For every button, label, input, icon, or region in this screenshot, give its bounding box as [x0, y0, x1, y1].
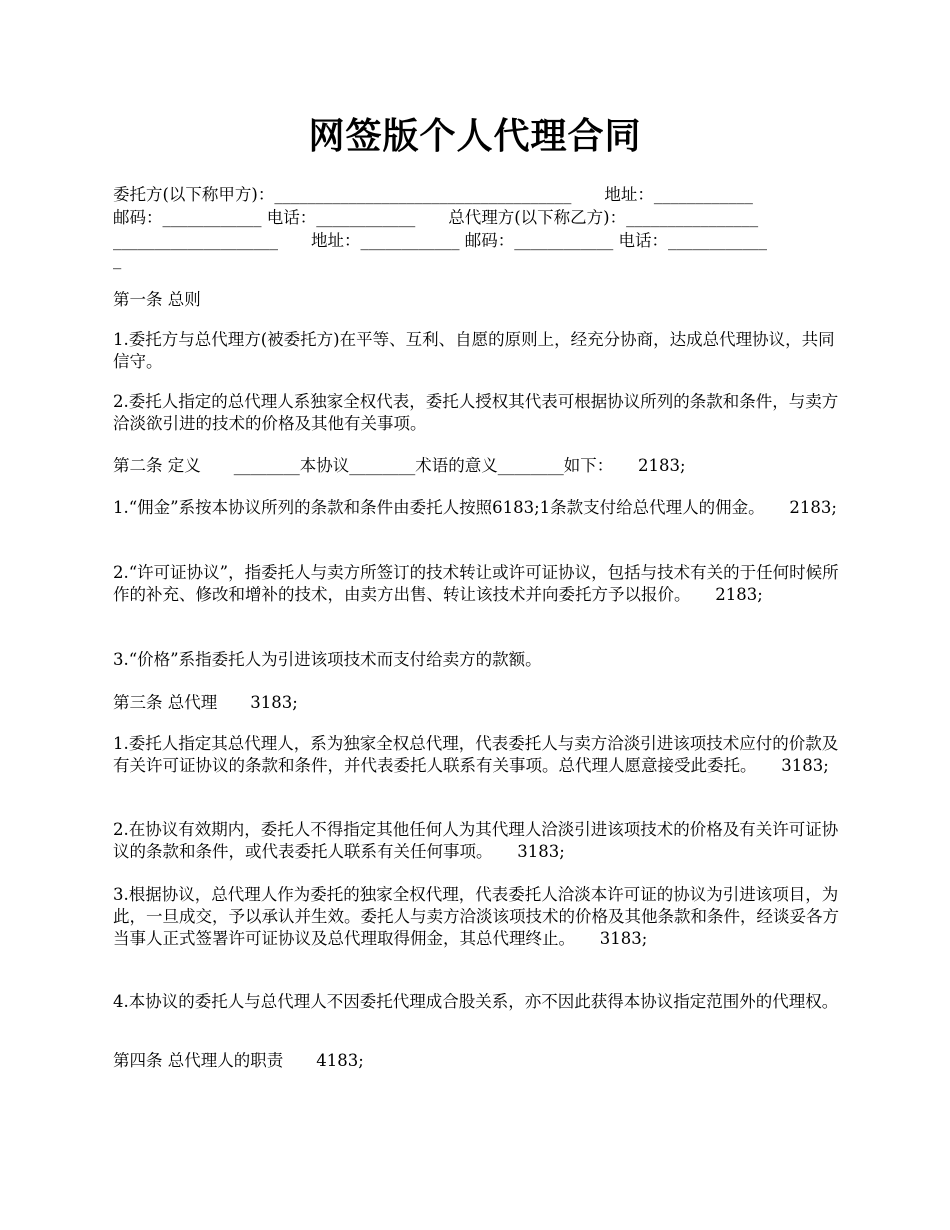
paragraph: 2.在协议有效期内，委托人不得指定其他任何人为其代理人洽淡引进该项技术的价格及有关许可证协议的条款和条件，或代表委托人联系有关任何事项。 3183; [113, 820, 839, 861]
section-heading-4: 第四条 总代理人的职责 4183; [113, 1051, 364, 1070]
paragraph: 4.本协议的委托人与总代理人不因委托代理成合股关系，亦不因此获得本协议指定范围外的代理权。 [113, 992, 839, 1011]
document-title: 网签版个人代理合同 [308, 115, 642, 157]
section-heading-3: 第三条 总代理 3183; [113, 693, 298, 712]
paragraph: 2.委托人指定的总代理人系独家全权代表，委托人授权其代表可根据协议所列的条款和条件，与卖方洽淡欲引进的技术的价格及其他有关事项。 [113, 392, 839, 433]
section-heading-2: 第二条 定义 ________本协议________术语的意义________如下： 2183; [113, 456, 686, 475]
paragraph: 3.“价格”系指委托人为引进该项技术而支付给卖方的款额。 [113, 650, 542, 669]
paragraph: 2.“许可证协议”，指委托人与卖方所签订的技术转让或许可证协议，包括与技术有关的于任何时候所作的补充、修改和增补的技术，由卖方出售、转让该技术并向委托方予以报价。 2183; [113, 563, 839, 604]
paragraph: 1.委托方与总代理方(被委托方)在平等、互利、自愿的原则上，经充分协商，达成总代理协议，共同信守。 [113, 330, 835, 371]
header-line-1: 委托方(以下称甲方)：____________________________________ 地址：____________ [113, 185, 753, 204]
section-heading-1: 第一条 总则 [113, 290, 201, 309]
header-line-4: _ [113, 250, 122, 269]
header-line-3: ____________________ 地址：____________ 邮码：____________ 电话：____________ [113, 231, 767, 250]
paragraph: 1.委托人指定其总代理人，系为独家全权总代理，代表委托人与卖方洽淡引进该项技术应付的价款及有关许可证协议的条款和条件，并代表委托人联系有关事项。总代理人愿意接受此委托。 3183; [113, 734, 839, 775]
header-line-2: 邮码：____________ 电话：____________ 总代理方(以下称乙方)：________________ [113, 208, 759, 227]
paragraph: 1.“佣金”系按本协议所列的条款和条件由委托人按照6183;1条款支付给总代理人的佣金。 2183; [113, 498, 837, 517]
paragraph: 3.根据协议，总代理人作为委托的独家全权代理，代表委托人洽淡本许可证的协议为引进该项目，为此，一旦成交，予以承认并生效。委托人与卖方洽淡该项技术的价格及其他条款和条件，经谈妥各方当事人正式签署许可证协议及总代理取得佣金，其总代理终止。 3183; [113, 885, 839, 948]
